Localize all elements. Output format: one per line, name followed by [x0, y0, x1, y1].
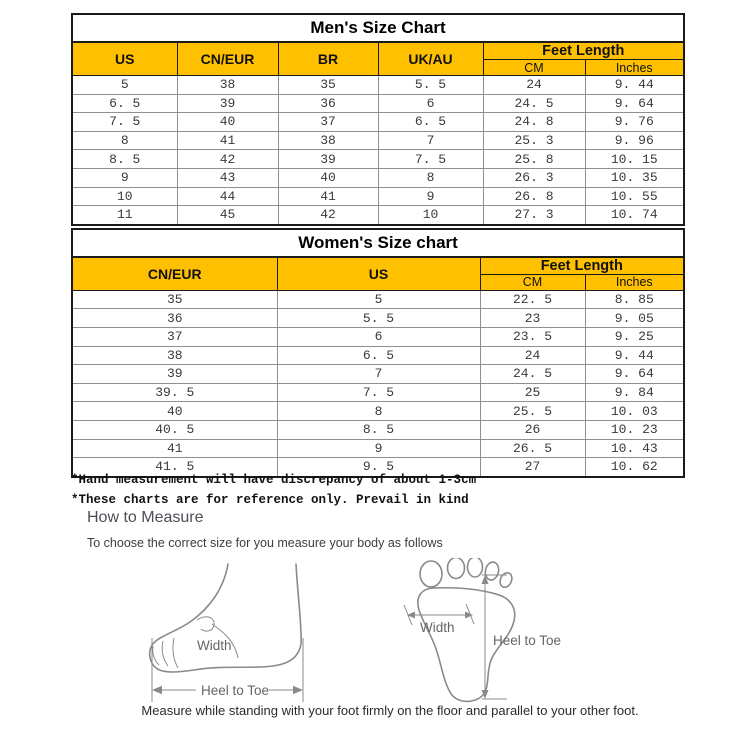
arrowhead-right [293, 686, 303, 694]
table-cell: 25. 3 [483, 131, 585, 150]
measure-instruction-caption: Measure while standing with your foot firmly on the floor and parallel to your other foot. [141, 703, 639, 718]
table-cell: 24. 5 [480, 365, 585, 384]
col-header-uk-au: UK/AU [378, 42, 483, 76]
table-row [72, 131, 684, 150]
table-cell: 26. 5 [480, 439, 585, 458]
table-cell: 44 [177, 187, 278, 206]
col-header-cm: CM [480, 274, 585, 290]
table-cell: 25. 5 [480, 402, 585, 421]
table-cell: 40 [278, 168, 378, 187]
table-row [72, 327, 684, 346]
table-cell: 38 [177, 76, 278, 95]
mens-chart-title: Men's Size Chart [72, 14, 684, 42]
how-to-measure-intro: To choose the correct size for you measure your body as follows [87, 536, 443, 550]
table-cell: 26 [480, 420, 585, 439]
table-cell: 26. 8 [483, 187, 585, 206]
table-cell: 5 [72, 76, 177, 95]
table-cell: 6. 5 [277, 346, 480, 365]
col-header-cn-eur: CN/EUR [177, 42, 278, 76]
womens-chart-title: Women's Size chart [72, 229, 684, 257]
note-line-2: *These charts are for reference only. Prevail in kind [71, 493, 469, 507]
table-row [72, 383, 684, 402]
table-cell: 9 [277, 439, 480, 458]
table-row [72, 168, 684, 187]
mens-header-row [72, 42, 684, 60]
col-header-inches: Inches [585, 60, 684, 76]
table-cell: 10. 62 [585, 458, 684, 477]
table-cell: 39 [72, 365, 277, 384]
table-cell: 38 [278, 131, 378, 150]
table-cell: 37 [72, 327, 277, 346]
table-cell: 8 [72, 131, 177, 150]
table-cell: 36 [72, 309, 277, 328]
heel-to-toe-label: Heel to Toe [493, 633, 562, 648]
table-row [72, 187, 684, 206]
table-cell: 35 [72, 290, 277, 309]
womens-table-body [72, 290, 684, 476]
disclaimer-notes [71, 470, 476, 510]
table-cell: 43 [177, 168, 278, 187]
table-cell: 7. 5 [72, 113, 177, 132]
table-cell: 39. 5 [72, 383, 277, 402]
col-header-us: US [277, 257, 480, 291]
table-cell: 5 [277, 290, 480, 309]
table-cell: 23. 5 [480, 327, 585, 346]
table-cell: 10. 35 [585, 168, 684, 187]
col-header-inches: Inches [585, 274, 684, 290]
foot-outline [150, 564, 302, 672]
table-cell: 41 [177, 131, 278, 150]
table-cell: 7. 5 [378, 150, 483, 169]
table-cell: 40 [177, 113, 278, 132]
table-cell: 37 [278, 113, 378, 132]
col-header-feet-length: Feet Length [480, 257, 684, 275]
table-cell: 36 [278, 94, 378, 113]
table-cell: 45 [177, 206, 278, 225]
table-cell: 11 [72, 206, 177, 225]
table-row [72, 309, 684, 328]
table-cell: 8 [378, 168, 483, 187]
table-row [72, 365, 684, 384]
table-cell: 22. 5 [480, 290, 585, 309]
table-row [72, 94, 684, 113]
toes [420, 558, 514, 589]
table-cell: 24. 5 [483, 94, 585, 113]
table-cell: 9. 25 [585, 327, 684, 346]
mens-size-table [71, 13, 685, 226]
table-row [72, 290, 684, 309]
mens-table-body [72, 76, 684, 225]
table-cell: 9. 76 [585, 113, 684, 132]
table-row [72, 346, 684, 365]
table-cell: 10 [72, 187, 177, 206]
table-cell: 6. 5 [72, 94, 177, 113]
table-cell: 5. 5 [277, 309, 480, 328]
table-cell: 41 [278, 187, 378, 206]
table-cell: 42 [177, 150, 278, 169]
table-cell: 38 [72, 346, 277, 365]
table-cell: 9. 44 [585, 346, 684, 365]
col-header-cn-eur: CN/EUR [72, 257, 277, 291]
table-cell: 24 [483, 76, 585, 95]
table-cell: 10. 74 [585, 206, 684, 225]
instep-loop [197, 617, 214, 631]
table-cell: 6. 5 [378, 113, 483, 132]
table-row [72, 150, 684, 169]
table-cell: 7 [277, 365, 480, 384]
note-line-1: *Hand measurement will have discrepancy of about 1-3cm [71, 473, 477, 487]
arrowhead-left [152, 686, 162, 694]
table-cell: 24. 8 [483, 113, 585, 132]
table-cell: 10. 55 [585, 187, 684, 206]
table-cell: 27. 3 [483, 206, 585, 225]
table-cell: 24 [480, 346, 585, 365]
table-row [72, 402, 684, 421]
table-cell: 7. 5 [277, 383, 480, 402]
table-cell: 39 [177, 94, 278, 113]
table-cell: 39 [278, 150, 378, 169]
arrowhead-top [482, 575, 489, 584]
col-header-us: US [72, 42, 177, 76]
table-cell: 9. 5 [277, 458, 480, 477]
table-cell: 25 [480, 383, 585, 402]
heel-to-toe-label: Heel to Toe [201, 683, 270, 698]
table-cell: 8. 5 [72, 150, 177, 169]
table-cell: 5. 5 [378, 76, 483, 95]
width-label: Width [420, 620, 455, 635]
table-cell: 40. 5 [72, 420, 277, 439]
table-cell: 27 [480, 458, 585, 477]
table-cell: 8 [277, 402, 480, 421]
width-label: Width [197, 638, 232, 653]
how-to-measure-heading: How to Measure [87, 509, 204, 526]
table-row [72, 206, 684, 225]
table-cell: 42 [278, 206, 378, 225]
table-cell: 9 [378, 187, 483, 206]
table-cell: 23 [480, 309, 585, 328]
table-cell: 8. 5 [277, 420, 480, 439]
table-cell: 6 [277, 327, 480, 346]
womens-size-table [71, 228, 685, 478]
table-cell: 10. 15 [585, 150, 684, 169]
table-cell: 10 [378, 206, 483, 225]
table-cell: 9. 44 [585, 76, 684, 95]
table-cell: 9 [72, 168, 177, 187]
col-header-feet-length: Feet Length [483, 42, 684, 60]
foot-side-view-diagram [140, 562, 370, 710]
table-cell: 9. 64 [585, 365, 684, 384]
table-cell: 10. 23 [585, 420, 684, 439]
table-cell: 6 [378, 94, 483, 113]
table-cell: 26. 3 [483, 168, 585, 187]
table-row [72, 439, 684, 458]
arrowhead-left [407, 612, 415, 619]
toe-detail [153, 638, 178, 668]
col-header-br: BR [278, 42, 378, 76]
table-cell: 9. 05 [585, 309, 684, 328]
table-cell: 7 [378, 131, 483, 150]
foot-top-view-diagram [395, 558, 610, 708]
table-cell: 41 [72, 439, 277, 458]
table-row [72, 420, 684, 439]
womens-title-row [72, 229, 684, 257]
table-row [72, 113, 684, 132]
womens-header-row [72, 257, 684, 275]
table-cell: 41. 5 [72, 458, 277, 477]
table-cell: 9. 96 [585, 131, 684, 150]
size-chart-tables [71, 13, 685, 478]
table-cell: 8. 85 [585, 290, 684, 309]
col-header-cm: CM [483, 60, 585, 76]
table-cell: 9. 64 [585, 94, 684, 113]
table-cell: 10. 03 [585, 402, 684, 421]
mens-title-row [72, 14, 684, 42]
table-cell: 25. 8 [483, 150, 585, 169]
table-cell: 35 [278, 76, 378, 95]
table-cell: 9. 84 [585, 383, 684, 402]
table-cell: 10. 43 [585, 439, 684, 458]
table-row [72, 76, 684, 95]
table-cell: 40 [72, 402, 277, 421]
